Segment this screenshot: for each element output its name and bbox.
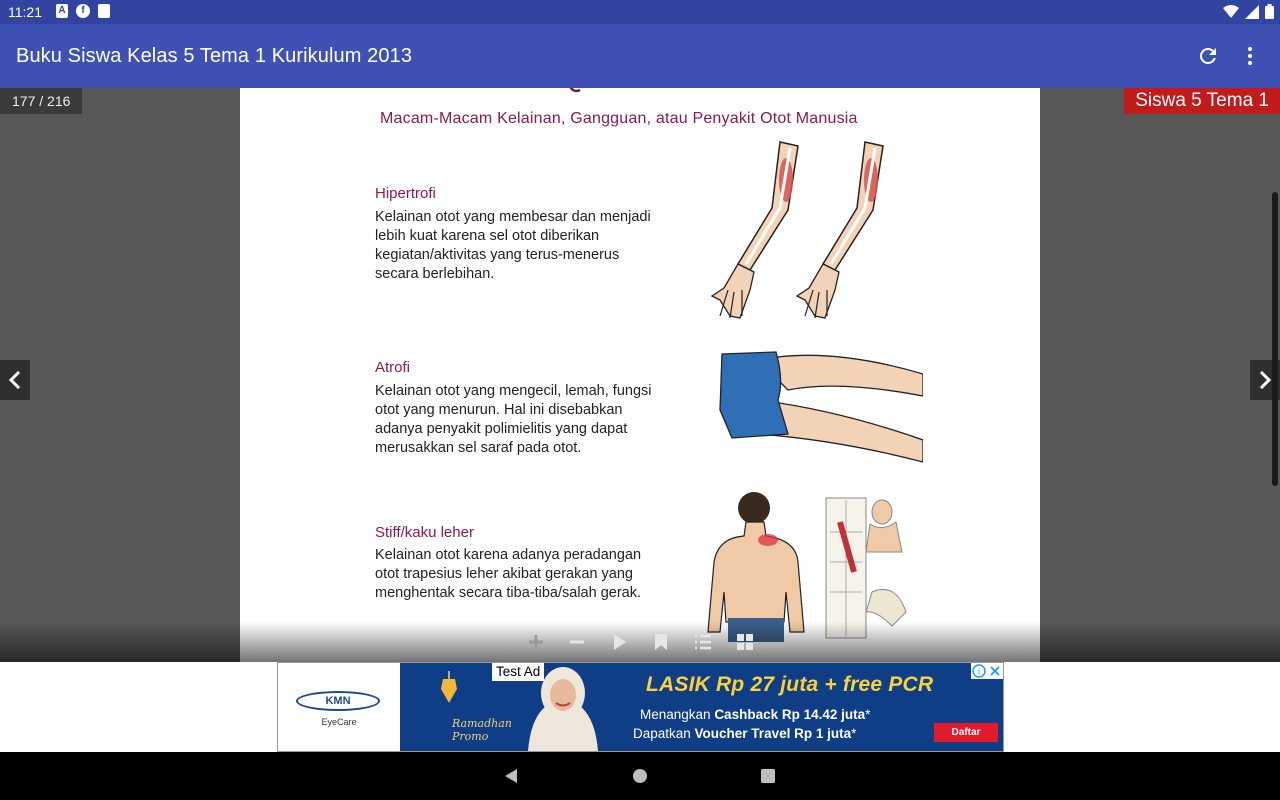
home-icon[interactable]	[630, 766, 650, 786]
ad-creative	[400, 663, 1004, 751]
page-counter: 177 / 216	[0, 88, 82, 114]
text-line: kegiatan/aktivitas yang terus-menerus	[375, 247, 620, 263]
leg-atrophy-illustration	[718, 350, 923, 466]
f-icon: f	[76, 4, 90, 18]
prev-page-button[interactable]	[0, 360, 30, 400]
section-text	[375, 208, 695, 284]
ad-cashback-line	[640, 707, 870, 722]
page-toolbar	[0, 622, 1280, 662]
zoom-out-icon[interactable]	[567, 632, 587, 652]
wifi-icon	[1223, 5, 1239, 19]
battery-icon	[1265, 4, 1274, 19]
section-text	[375, 382, 695, 458]
lantern-icon	[440, 671, 458, 705]
system-nav-bar	[0, 752, 1280, 800]
line-prefix: Menangkan	[640, 707, 715, 722]
book-page	[240, 88, 1040, 662]
decorative-swash	[566, 88, 584, 96]
text-line: otot trapesius leher akibat gerakan yang	[375, 566, 633, 582]
promo-line: Ramadhan	[452, 717, 512, 730]
promo-line: Promo	[452, 730, 489, 743]
section-title: Stiff/kaku leher	[375, 524, 474, 541]
zoom-in-icon[interactable]	[526, 632, 546, 652]
play-icon[interactable]	[609, 632, 629, 652]
back-icon[interactable]	[502, 766, 522, 786]
book-badge: Siswa 5 Tema 1	[1124, 88, 1280, 114]
section-title: Atrofi	[375, 359, 411, 376]
page-heading: Macam-Macam Kelainan, Gangguan, atau Penyakit Otot Manusia	[380, 110, 858, 127]
brand-logo: KMN	[296, 691, 380, 711]
recents-icon[interactable]	[758, 766, 778, 786]
line-bold: Cashback Rp 14.42 juta	[714, 707, 866, 722]
ad-voucher-line	[633, 726, 856, 741]
arm-muscle-illustration	[710, 140, 920, 320]
test-ad-label: Test Ad	[492, 663, 544, 681]
chevron-right-icon	[1257, 371, 1273, 389]
refresh-icon[interactable]	[1196, 44, 1220, 68]
ad-area	[0, 662, 1280, 752]
neck-stiffness-illustration	[706, 492, 926, 642]
status-right-icons	[1223, 4, 1274, 19]
text-line: otot yang menurun. Hal ini disebabkan	[375, 402, 623, 418]
list-icon[interactable]	[693, 632, 713, 652]
ad-brand-panel	[278, 663, 400, 751]
ramadhan-promo-text	[452, 717, 512, 743]
status-time: 11:21	[8, 4, 42, 20]
svg-text:i: i	[977, 667, 981, 678]
adchoices-icon[interactable]	[971, 663, 1003, 679]
sd-card-icon	[98, 4, 110, 18]
signal-icon	[1245, 5, 1259, 19]
line-suffix: *	[865, 707, 871, 722]
text-line: merusakkan sel saraf pada otot.	[375, 440, 582, 456]
text-line: Kelainan otot yang mengecil, lemah, fungsi	[375, 383, 652, 399]
book-viewer[interactable]	[0, 88, 1280, 662]
more-vert-icon[interactable]	[1240, 44, 1260, 68]
app-title: Buku Siswa Kelas 5 Tema 1 Kurikulum 2013	[16, 45, 413, 67]
line-prefix: Dapatkan	[633, 726, 695, 741]
grid-icon[interactable]	[735, 632, 755, 652]
text-line: Kelainan otot karena adanya peradangan	[375, 547, 642, 563]
brand-subtitle: EyeCare	[321, 717, 357, 727]
text-line: lebih kuat karena sel otot diberikan	[375, 228, 600, 244]
notification-icons	[56, 4, 110, 18]
text-line: adanya penyakit polimielitis yang dapat	[375, 421, 628, 437]
ad-cta-button[interactable]: Daftar	[934, 723, 998, 742]
text-line: secara berlebihan.	[375, 266, 495, 282]
section-text	[375, 546, 695, 603]
bookmark-icon[interactable]	[651, 632, 671, 652]
status-bar	[0, 0, 1280, 24]
text-line: Kelainan otot yang membesar dan menjadi	[375, 209, 651, 225]
ad-headline: LASIK Rp 27 juta + free PCR	[646, 673, 934, 696]
section-title: Hipertrofi	[375, 185, 436, 202]
app-bar	[0, 24, 1280, 88]
scrollbar-thumb[interactable]	[1272, 192, 1278, 486]
line-suffix: *	[851, 726, 857, 741]
text-line: menghentak secara tiba-tiba/salah gerak.	[375, 585, 641, 601]
line-bold: Voucher Travel Rp 1 juta	[694, 726, 852, 741]
ad-banner[interactable]	[277, 662, 1004, 752]
chevron-left-icon	[7, 371, 23, 389]
a-icon: A	[56, 4, 68, 18]
